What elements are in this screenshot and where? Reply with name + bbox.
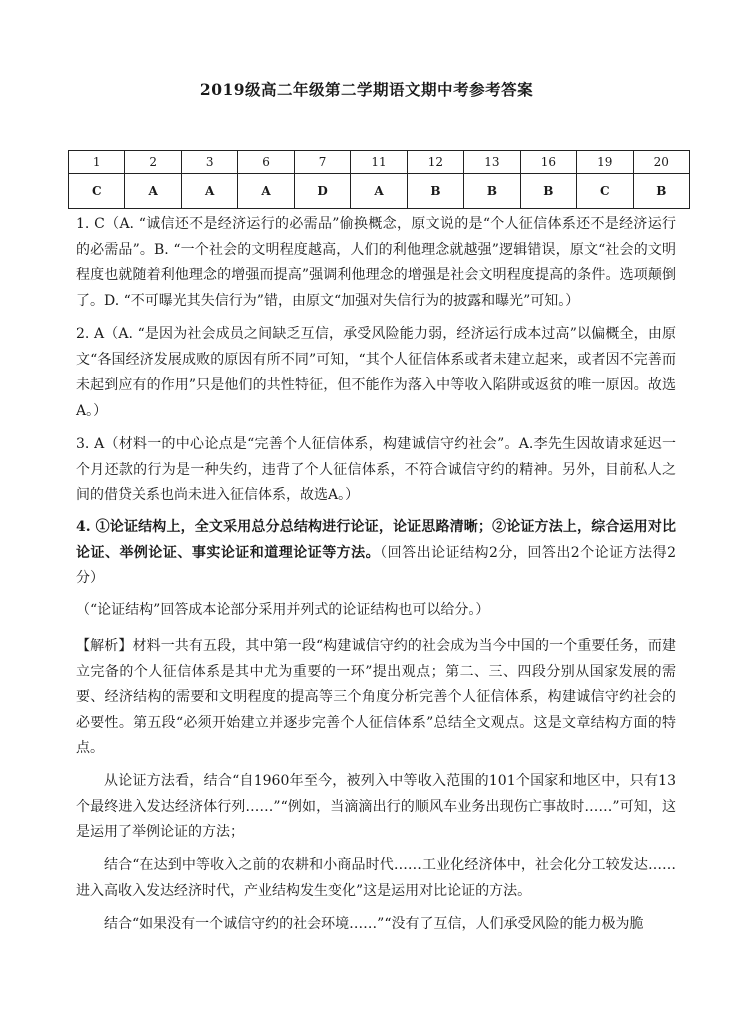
question-number: 6 (238, 151, 294, 174)
answer-cell: A (351, 174, 407, 209)
question-number: 7 (294, 151, 350, 174)
answer-cell: C (577, 174, 633, 209)
answer-cell: C (69, 174, 125, 209)
answer-explanation-q4 (76, 515, 676, 592)
answer-cell: D (294, 174, 350, 209)
answer-cell: B (633, 174, 689, 209)
answer-row (69, 174, 690, 209)
answer-cell: A (125, 174, 181, 209)
q4-scoring-note: （“论证结构”回答成本论部分采用并列式的论证结构也可以给分。） (76, 602, 490, 618)
question-number-row (69, 151, 690, 174)
answer-cell: A (181, 174, 237, 209)
answer-cell: A (238, 174, 294, 209)
answer-explanation-q3: 3. A（材料一的中心论点是“完善个人征信体系，构建诚信守约社会”。A.李先生因故请求延迟一个月还款的行为是一种失约，违背了个人征信体系，不符合诚信守约的精神。另外，目前私人之间的借贷关系也尚未进入征信体系，故选A。） (76, 436, 676, 503)
question-number: 12 (407, 151, 463, 174)
analysis-paragraph: 【解析】材料一共有五段，其中第一段“构建诚信守约的社会成为当今中国的一个重要任务，而建立完备的个人征信体系是其中尤为重要的一环”提出观点；第二、三、四段分别从国家发展的需要、经济结构的需要和文明程度的提高等三个角度分析完善个人征信体系，构建诚信守约社会的必要性。第五段“必须开始建立并逐步完善个人征信体系”总结全文观点。这是文章结构方面的特点。 (76, 638, 676, 756)
question-number: 19 (577, 151, 633, 174)
question-number: 3 (181, 151, 237, 174)
question-number: 2 (125, 151, 181, 174)
question-number: 20 (633, 151, 689, 174)
answer-explanation-q2: 2. A（A. “是因为社会成员之间缺乏互信，承受风险能力弱，经济运行成本过高”以偏概全，由原文“各国经济发展成败的原因有所不同”可知，“其个人征信体系或者未建立起来，或者因不完善而未起到应有的作用”只是他们的共性特征，但不能作为落入中等收入陷阱或返贫的唯一原因。故选A。） (76, 326, 676, 419)
question-number: 1 (69, 151, 125, 174)
answer-cell: B (407, 174, 463, 209)
q4-scoring: （回答出论证结构2分，回答出2个论证方法得2分） (76, 544, 676, 586)
answer-cell: B (464, 174, 520, 209)
q4-key-points: 4. ①论证结构上，全文采用总分总结构进行论证，论证思路清晰；②论证方法上，综合运用对比论证、举例论证、事实论证和道理论证等方法。 (76, 519, 676, 561)
question-number: 13 (464, 151, 520, 174)
method-paragraph-3: 结合“如果没有一个诚信守约的社会环境……”“没有了互信，人们承受风险的能力极为脆 (104, 916, 644, 932)
answer-cell: B (520, 174, 576, 209)
page-title: 2019级高二年级第二学期语文期中考参考答案 (199, 80, 534, 99)
answer-explanation-q1: 1. C（A. “诚信还不是经济运行的必需品”偷换概念，原文说的是“个人征信体系还不是经济运行的必需品”。B. “一个社会的文明程度越高，人们的利他理念就越强”逻辑错误，原文“社会的文明程度也就随着利他理念的增强而提高”强调利他理念的增强是社会文明程度提高的条件。选项颠倒了。D. “不可曝光其失信行为”错，由原文“加强对失信行为的披露和曝光”可知。） (76, 216, 676, 309)
question-number: 16 (520, 151, 576, 174)
method-paragraph-1: 从论证方法看，结合“自1960年至今，被列入中等收入范围的101个国家和地区中，只有13个最终进入发达经济体行列……”“例如，当滴滴出行的顺风车业务出现伤亡事故时……”可知，这是运用了举例论证的方法； (76, 773, 676, 840)
answer-table (68, 150, 690, 209)
question-number: 11 (351, 151, 407, 174)
method-paragraph-2: 结合“在达到中等收入之前的农耕和小商品时代……工业化经济体中，社会化分工较发达……进入高收入发达经济时代，产业结构发生变化”这是运用对比论证的方法。 (76, 857, 676, 899)
